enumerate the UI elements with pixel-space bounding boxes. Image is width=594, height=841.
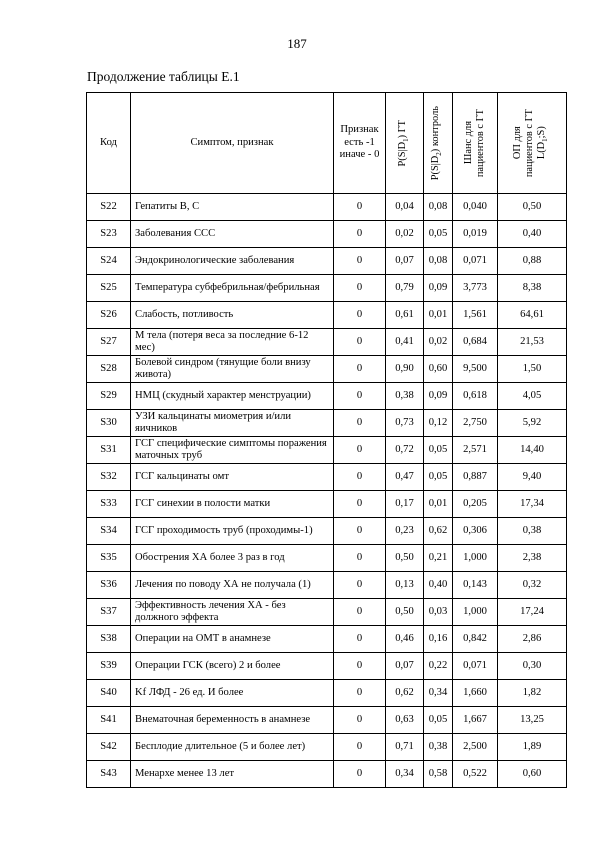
cell-code: S43 (87, 761, 131, 788)
cell-p2: 0,02 (424, 329, 453, 356)
table-row (87, 194, 567, 221)
cell-p2: 0,05 (424, 707, 453, 734)
cell-sign: 0 (334, 518, 386, 545)
cell-p1: 0,47 (386, 464, 424, 491)
cell-op: 1,82 (498, 680, 567, 707)
cell-code: S23 (87, 221, 131, 248)
cell-code: S28 (87, 356, 131, 383)
cell-p2: 0,21 (424, 545, 453, 572)
cell-sign: 0 (334, 545, 386, 572)
cell-symptom: Эндокринологические заболевания (131, 248, 334, 275)
cell-chance: 1,660 (453, 680, 498, 707)
cell-chance: 0,842 (453, 626, 498, 653)
cell-p2: 0,22 (424, 653, 453, 680)
cell-chance: 9,500 (453, 356, 498, 383)
cell-sign: 0 (334, 248, 386, 275)
cell-p1: 0,41 (386, 329, 424, 356)
table-header-row (87, 93, 567, 194)
cell-sign: 0 (334, 680, 386, 707)
table-row (87, 545, 567, 572)
table-row (87, 599, 567, 626)
cell-symptom: М тела (потеря веса за последние 6-12 мес) (131, 329, 334, 356)
cell-chance: 0,522 (453, 761, 498, 788)
cell-p1: 0,17 (386, 491, 424, 518)
cell-sign: 0 (334, 275, 386, 302)
cell-sign: 0 (334, 437, 386, 464)
header-code: Код (87, 93, 131, 194)
cell-symptom: Гепатиты В, С (131, 194, 334, 221)
cell-code: S33 (87, 491, 131, 518)
cell-p2: 0,05 (424, 221, 453, 248)
cell-code: S35 (87, 545, 131, 572)
cell-chance: 1,000 (453, 599, 498, 626)
cell-code: S42 (87, 734, 131, 761)
cell-symptom: ГСГ специфические симптомы поражения маточных труб (131, 437, 334, 464)
cell-p1: 0,63 (386, 707, 424, 734)
table-row (87, 572, 567, 599)
table-row (87, 653, 567, 680)
cell-sign: 0 (334, 464, 386, 491)
cell-p2: 0,01 (424, 302, 453, 329)
header-op: ОП для пациентов с ГТ $L(D_1;S)$ (498, 93, 567, 194)
cell-chance: 2,571 (453, 437, 498, 464)
cell-sign: 0 (334, 572, 386, 599)
cell-sign: 0 (334, 356, 386, 383)
cell-symptom: УЗИ кальцинаты миометрия и/или яичников (131, 410, 334, 437)
cell-op: 21,53 (498, 329, 567, 356)
header-p1: $P(S|D_1)$ ГТ (386, 93, 424, 194)
cell-p2: 0,03 (424, 599, 453, 626)
cell-symptom: Внематочная беременность в анамнезе (131, 707, 334, 734)
cell-op: 13,25 (498, 707, 567, 734)
table-row (87, 356, 567, 383)
cell-p2: 0,34 (424, 680, 453, 707)
cell-op: 1,50 (498, 356, 567, 383)
cell-p2: 0,05 (424, 437, 453, 464)
cell-p1: 0,90 (386, 356, 424, 383)
cell-chance: 2,500 (453, 734, 498, 761)
cell-code: S29 (87, 383, 131, 410)
cell-p2: 0,16 (424, 626, 453, 653)
cell-op: 0,38 (498, 518, 567, 545)
cell-op: 17,24 (498, 599, 567, 626)
cell-p2: 0,40 (424, 572, 453, 599)
cell-symptom: Температура субфебрильная/фебрильная (131, 275, 334, 302)
cell-code: S39 (87, 653, 131, 680)
cell-p1: 0,07 (386, 248, 424, 275)
cell-op: 4,05 (498, 383, 567, 410)
cell-chance: 0,040 (453, 194, 498, 221)
cell-chance: 0,019 (453, 221, 498, 248)
cell-op: 0,50 (498, 194, 567, 221)
cell-p1: 0,38 (386, 383, 424, 410)
cell-p2: 0,58 (424, 761, 453, 788)
cell-symptom: Лечения по поводу ХА не получала (1) (131, 572, 334, 599)
cell-op: 0,40 (498, 221, 567, 248)
cell-p1: 0,61 (386, 302, 424, 329)
cell-sign: 0 (334, 410, 386, 437)
cell-op: 8,38 (498, 275, 567, 302)
table-row (87, 707, 567, 734)
cell-chance: 0,618 (453, 383, 498, 410)
cell-sign: 0 (334, 383, 386, 410)
cell-chance: 0,205 (453, 491, 498, 518)
cell-chance: 1,000 (453, 545, 498, 572)
cell-p1: 0,23 (386, 518, 424, 545)
cell-p2: 0,05 (424, 464, 453, 491)
cell-sign: 0 (334, 329, 386, 356)
cell-p2: 0,09 (424, 383, 453, 410)
cell-symptom: НМЦ (скудный характер менструации) (131, 383, 334, 410)
cell-p2: 0,62 (424, 518, 453, 545)
cell-code: S32 (87, 464, 131, 491)
cell-symptom: Бесплодие длительное (5 и более лет) (131, 734, 334, 761)
table-row (87, 518, 567, 545)
cell-p2: 0,09 (424, 275, 453, 302)
cell-sign: 0 (334, 707, 386, 734)
cell-p1: 0,34 (386, 761, 424, 788)
cell-code: S41 (87, 707, 131, 734)
cell-sign: 0 (334, 734, 386, 761)
cell-chance: 1,561 (453, 302, 498, 329)
table-row (87, 221, 567, 248)
cell-symptom: ГСГ синехии в полости матки (131, 491, 334, 518)
page-number: 187 (287, 36, 307, 51)
cell-code: S24 (87, 248, 131, 275)
cell-chance: 0,887 (453, 464, 498, 491)
header-chance: Шанс для пациентов с ГТ (453, 93, 498, 194)
cell-op: 14,40 (498, 437, 567, 464)
cell-code: S36 (87, 572, 131, 599)
cell-symptom: Заболевания ССС (131, 221, 334, 248)
cell-code: S27 (87, 329, 131, 356)
cell-symptom: Обострения ХА более 3 раз в год (131, 545, 334, 572)
table-row (87, 491, 567, 518)
cell-p1: 0,46 (386, 626, 424, 653)
cell-p1: 0,50 (386, 545, 424, 572)
cell-p2: 0,08 (424, 248, 453, 275)
header-p2: $P(S|D_2)$ контроль (424, 93, 453, 194)
cell-op: 9,40 (498, 464, 567, 491)
cell-chance: 0,306 (453, 518, 498, 545)
cell-op: 64,61 (498, 302, 567, 329)
cell-code: S26 (87, 302, 131, 329)
cell-chance: 0,143 (453, 572, 498, 599)
cell-code: S37 (87, 599, 131, 626)
cell-sign: 0 (334, 599, 386, 626)
cell-sign: 0 (334, 194, 386, 221)
cell-op: 1,89 (498, 734, 567, 761)
cell-p1: 0,07 (386, 653, 424, 680)
table-row (87, 761, 567, 788)
cell-symptom: Болевой синдром (тянущие боли внизу живота) (131, 356, 334, 383)
cell-op: 2,86 (498, 626, 567, 653)
cell-p1: 0,04 (386, 194, 424, 221)
cell-p1: 0,50 (386, 599, 424, 626)
cell-code: S34 (87, 518, 131, 545)
cell-p1: 0,73 (386, 410, 424, 437)
cell-chance: 3,773 (453, 275, 498, 302)
symptoms-table (86, 92, 567, 788)
cell-symptom: Операции ГСК (всего) 2 и более (131, 653, 334, 680)
cell-code: S25 (87, 275, 131, 302)
table-row (87, 383, 567, 410)
cell-symptom: Kf ЛФД - 26 ед. И более (131, 680, 334, 707)
cell-symptom: Слабость, потливость (131, 302, 334, 329)
header-sign: Признак есть -1 иначе - 0 (334, 93, 386, 194)
cell-code: S38 (87, 626, 131, 653)
cell-code: S30 (87, 410, 131, 437)
cell-sign: 0 (334, 626, 386, 653)
cell-p1: 0,13 (386, 572, 424, 599)
cell-p2: 0,08 (424, 194, 453, 221)
cell-sign: 0 (334, 761, 386, 788)
cell-op: 0,60 (498, 761, 567, 788)
table-row (87, 275, 567, 302)
table-row (87, 329, 567, 356)
cell-p2: 0,38 (424, 734, 453, 761)
cell-symptom: Менархе менее 13 лет (131, 761, 334, 788)
table-row (87, 248, 567, 275)
table-row (87, 464, 567, 491)
table-row (87, 734, 567, 761)
cell-sign: 0 (334, 491, 386, 518)
table-row (87, 437, 567, 464)
cell-symptom: Операции на ОМТ в анамнезе (131, 626, 334, 653)
table-row (87, 302, 567, 329)
cell-chance: 0,071 (453, 248, 498, 275)
cell-sign: 0 (334, 653, 386, 680)
table-caption: Продолжение таблицы Е.1 (87, 69, 240, 84)
table-row (87, 626, 567, 653)
cell-p1: 0,02 (386, 221, 424, 248)
cell-chance: 0,684 (453, 329, 498, 356)
cell-p1: 0,62 (386, 680, 424, 707)
cell-chance: 2,750 (453, 410, 498, 437)
cell-op: 17,34 (498, 491, 567, 518)
cell-symptom: ГСГ кальцинаты омт (131, 464, 334, 491)
cell-p2: 0,01 (424, 491, 453, 518)
cell-p1: 0,72 (386, 437, 424, 464)
cell-code: S40 (87, 680, 131, 707)
cell-chance: 0,071 (453, 653, 498, 680)
table-row (87, 680, 567, 707)
cell-p1: 0,79 (386, 275, 424, 302)
cell-code: S31 (87, 437, 131, 464)
cell-op: 0,30 (498, 653, 567, 680)
cell-chance: 1,667 (453, 707, 498, 734)
cell-op: 0,32 (498, 572, 567, 599)
cell-op: 2,38 (498, 545, 567, 572)
cell-op: 5,92 (498, 410, 567, 437)
cell-p2: 0,60 (424, 356, 453, 383)
cell-op: 0,88 (498, 248, 567, 275)
cell-code: S22 (87, 194, 131, 221)
cell-symptom: ГСГ проходимость труб (проходимы-1) (131, 518, 334, 545)
cell-p1: 0,71 (386, 734, 424, 761)
table-row (87, 410, 567, 437)
cell-sign: 0 (334, 221, 386, 248)
cell-symptom: Эффективность лечения ХА - без должного эффекта (131, 599, 334, 626)
header-symptom: Симптом, признак (131, 93, 334, 194)
cell-p2: 0,12 (424, 410, 453, 437)
cell-sign: 0 (334, 302, 386, 329)
